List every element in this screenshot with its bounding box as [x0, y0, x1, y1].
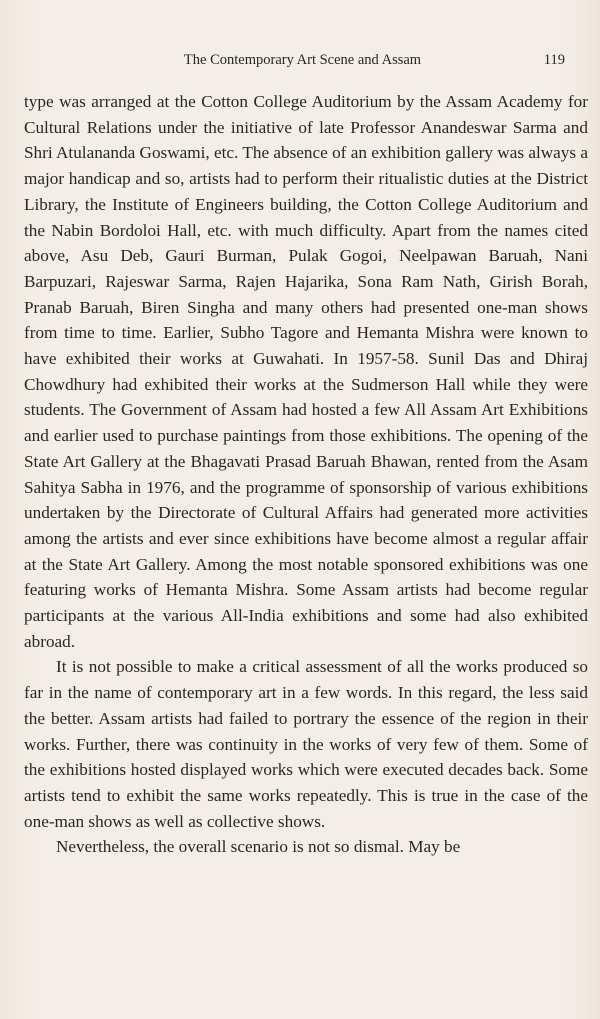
running-head: [30, 50, 575, 72]
running-title: The Contemporary Art Scene and Assam: [183, 52, 422, 68]
paragraph-nevertheless: Nevertheless, the overall scenario is not so dismal. May be: [56, 837, 461, 857]
paragraph-continued: type was arranged at the Cotton College Auditorium by the Assam Academy for Cultural Relations under the initiative of late Professor Anandeswar Sarma and Shri Atulananda Goswami, etc. The absence of an exhibition gallery was always a major handicap and so, artists had to perform their ritualistic duties at the District Library, the Institute of Engineers building, the Cotton College Auditorium and the Nabin Bordoloi Hall, etc. with much difficulty. Apart from the names cited above, Asu Deb, Gauri Burman, Pulak Gogoi, Neelpawan Baruah, Nani Barpuzari, Rajeswar Sarma, Rajen Hajarika, Sona Ram Nath, Girish Borah, Pranab Baruah, Biren Singha and many others had presented one-man shows from time to time. Earlier, Subho Tagore and Hemanta Mishra were known to have exhibited their works at Guwahati. In 1957-58. Sunil Das and Dhiraj Chowdhury had exhibited their works at the Sudmerson Hall while they were students. The Government of Assam had hosted a few All Assam Art Exhibitions and earlier used to purchase paintings from those exhibitions. The opening of the State Art Gallery at the Bhagavati Prasad Baruah Bhawan, rented from the Asam Sahitya Sabha in 1976, and the programme of sponsorship of various exhibitions undertaken by the Directorate of Cultural Affairs had generated more activities among the artists and ever since exhibitions have become almost a regular affair at the State Art Gallery. Among the most notable sponsored exhibitions was one featuring works of Hemanta Mishra. Some Assam artists had become regular participants at the various All-India exhibitions and some had also exhibited abroad.: [24, 92, 588, 651]
paragraph-critical-assessment: It is not possible to make a critical assessment of all the works produced so far in the name of contemporary art in a few words. In this regard, the less said the better. Assam artists had failed to portrary the essence of the region in their works. Further, there was continuity in the works of very few of them. Some of the exhibitions hosted displayed works which were executed decades back. Some artists tend to exhibit the same works repeatedly. This is true in the case of the one-man shows as well as collective shows.: [24, 657, 588, 831]
body-text: [24, 89, 588, 860]
page-number: 119: [543, 52, 565, 68]
